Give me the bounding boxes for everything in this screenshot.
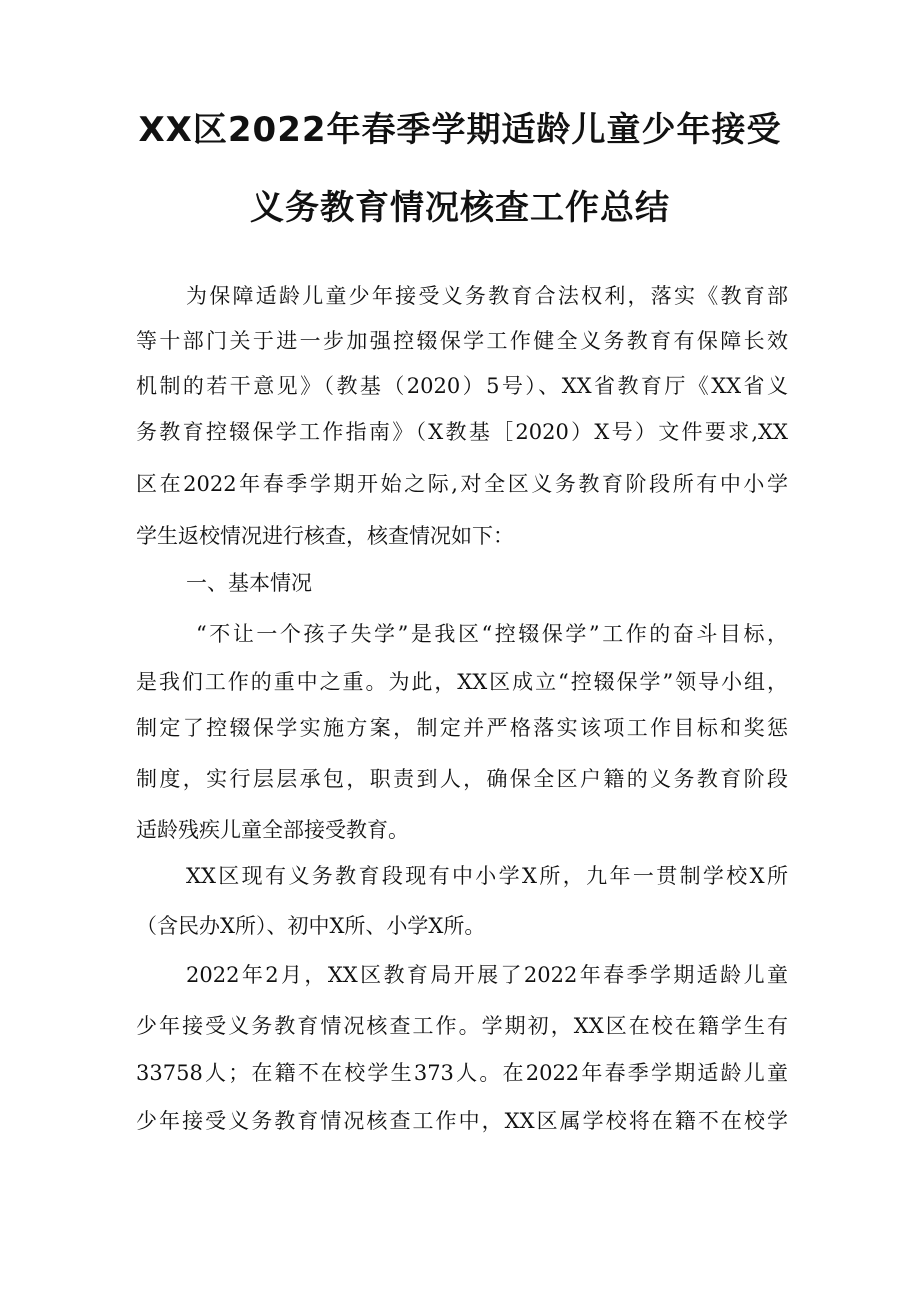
body-text-line: 等十部门关于进一步加强控辍保学工作健全义务教育有保障长效 xyxy=(136,329,788,353)
section-heading: 一、基本情况 xyxy=(186,571,312,595)
body-text-line: （含民办X所）、初中X所、小学X所。 xyxy=(136,914,486,938)
body-text-line: 为保障适龄儿童少年接受义务教育合法权利，落实《教育部 xyxy=(186,284,788,308)
body-text-line: XX区现有义务教育段现有中小学X所，九年一贯制学校X所 xyxy=(186,864,788,888)
body-text-line: 少年接受义务教育情况核查工作中，XX区属学校将在籍不在校学 xyxy=(136,1109,788,1133)
body-text-line: 制定了控辍保学实施方案，制定并严格落实该项工作目标和奖惩 xyxy=(136,716,788,740)
document-title-line-1: XX区2022年春季学期适龄儿童少年接受 xyxy=(138,110,782,150)
body-text-line: 学生返校情况进行核查，核查情况如下： xyxy=(136,524,514,548)
body-text-line: 2022年2月，XX区教育局开展了2022年春季学期适龄儿童 xyxy=(186,963,788,987)
body-text-line: 制度，实行层层承包，职责到人，确保全区户籍的义务教育阶段 xyxy=(136,767,788,791)
body-text-line: “不让一个孩子失学”是我区“控辍保学”工作的奋斗目标， xyxy=(196,622,788,646)
body-text-line: 机制的若干意见》（教基（2020）5号）、XX省教育厅《XX省义 xyxy=(136,374,788,398)
document-title-line-2: 义务教育情况核查工作总结 xyxy=(250,188,670,228)
body-text-line: 适龄残疾儿童全部接受教育。 xyxy=(136,818,409,842)
body-text-line: 少年接受义务教育情况核查工作。学期初，XX区在校在籍学生有 xyxy=(136,1014,788,1038)
body-text-line: 33758人；在籍不在校学生373人。在2022年春季学期适龄儿童 xyxy=(136,1061,788,1085)
body-text-line: 是我们工作的重中之重。为此，XX区成立“控辍保学”领导小组， xyxy=(136,670,788,694)
body-text-line: 区在2022年春季学期开始之际,对全区义务教育阶段所有中小学 xyxy=(136,472,788,496)
body-text-line: 务教育控辍保学工作指南》（X教基［2020）X号）文件要求,XX xyxy=(136,420,788,444)
